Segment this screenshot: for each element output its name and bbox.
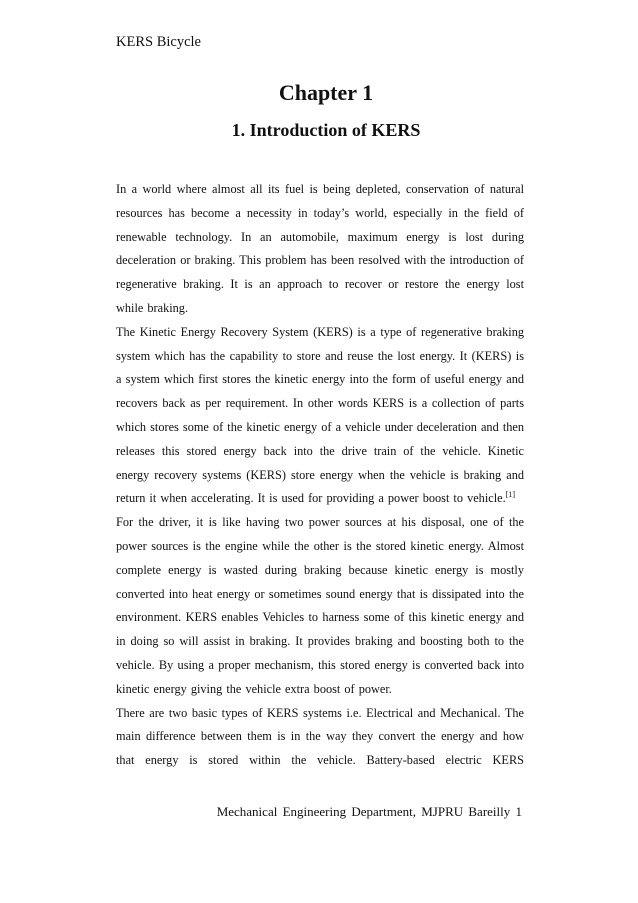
paragraph-kers-types-text: There are two basic types of KERS systems i.e. Electrical and Mechanical. The main difference between them is in the way they convert the energy and how that energy is stored within the vehicle. Battery-based electric KERS bbox=[116, 705, 524, 768]
paragraph-driver-benefits bbox=[116, 511, 524, 701]
paragraph-intro-text: In a world where almost all its fuel is being depleted, conservation of natural resources has become a necessity in today’s world, especially in the field of renewable technology. In an automobile, maximum energy is lost during deceleration or braking. This problem has been resolved with the introduction of regenerative braking. It is an approach to recover or restore the energy lost while braking. bbox=[116, 182, 524, 315]
chapter-title: Chapter 1 bbox=[278, 80, 374, 105]
paragraph-kers-definition bbox=[116, 321, 524, 511]
page-number: 1 bbox=[515, 804, 522, 819]
page-footer bbox=[217, 804, 522, 820]
body-text bbox=[116, 178, 524, 773]
section-title: 1. Introduction of KERS bbox=[231, 120, 421, 140]
running-header: KERS Bicycle bbox=[116, 34, 201, 50]
paragraph-kers-types bbox=[116, 702, 524, 773]
citation-reference[interactable]: [1] bbox=[505, 490, 515, 500]
paragraph-driver-benefits-text: For the driver, it is like having two power sources at his disposal, one of the power sources is the engine while the other is the stored kinetic energy. Almost complete energy is wasted during braking because kinetic energy is mostly converted into heat energy or sometimes sound energy that is dissipated into the environment. KERS enables Vehicles to harness some of this kinetic energy and in doing so will assist in braking. It provides braking and boosting both to the vehicle. By using a proper mechanism, this stored energy is converted back into kinetic energy giving the vehicle extra boost of power. bbox=[116, 515, 524, 696]
paragraph-intro bbox=[116, 178, 524, 321]
paragraph-kers-definition-text: The Kinetic Energy Recovery System (KERS) is a type of regenerative braking system which has the capability to store and reuse the lost energy. It (KERS) is a system which first stores the kinetic energy into the form of useful energy and recovers back as per requirement. In other words KERS is a collection of parts which stores some of the kinetic energy of a vehicle under deceleration and then releases this stored energy back into the drive train of the vehicle. Kinetic energy recovery systems (KERS) store energy when the vehicle is braking and return it when accelerating. It is used for providing a power boost to vehicle. bbox=[116, 324, 524, 506]
footer-department: Mechanical Engineering Department, MJPRU Bareilly bbox=[216, 804, 511, 819]
